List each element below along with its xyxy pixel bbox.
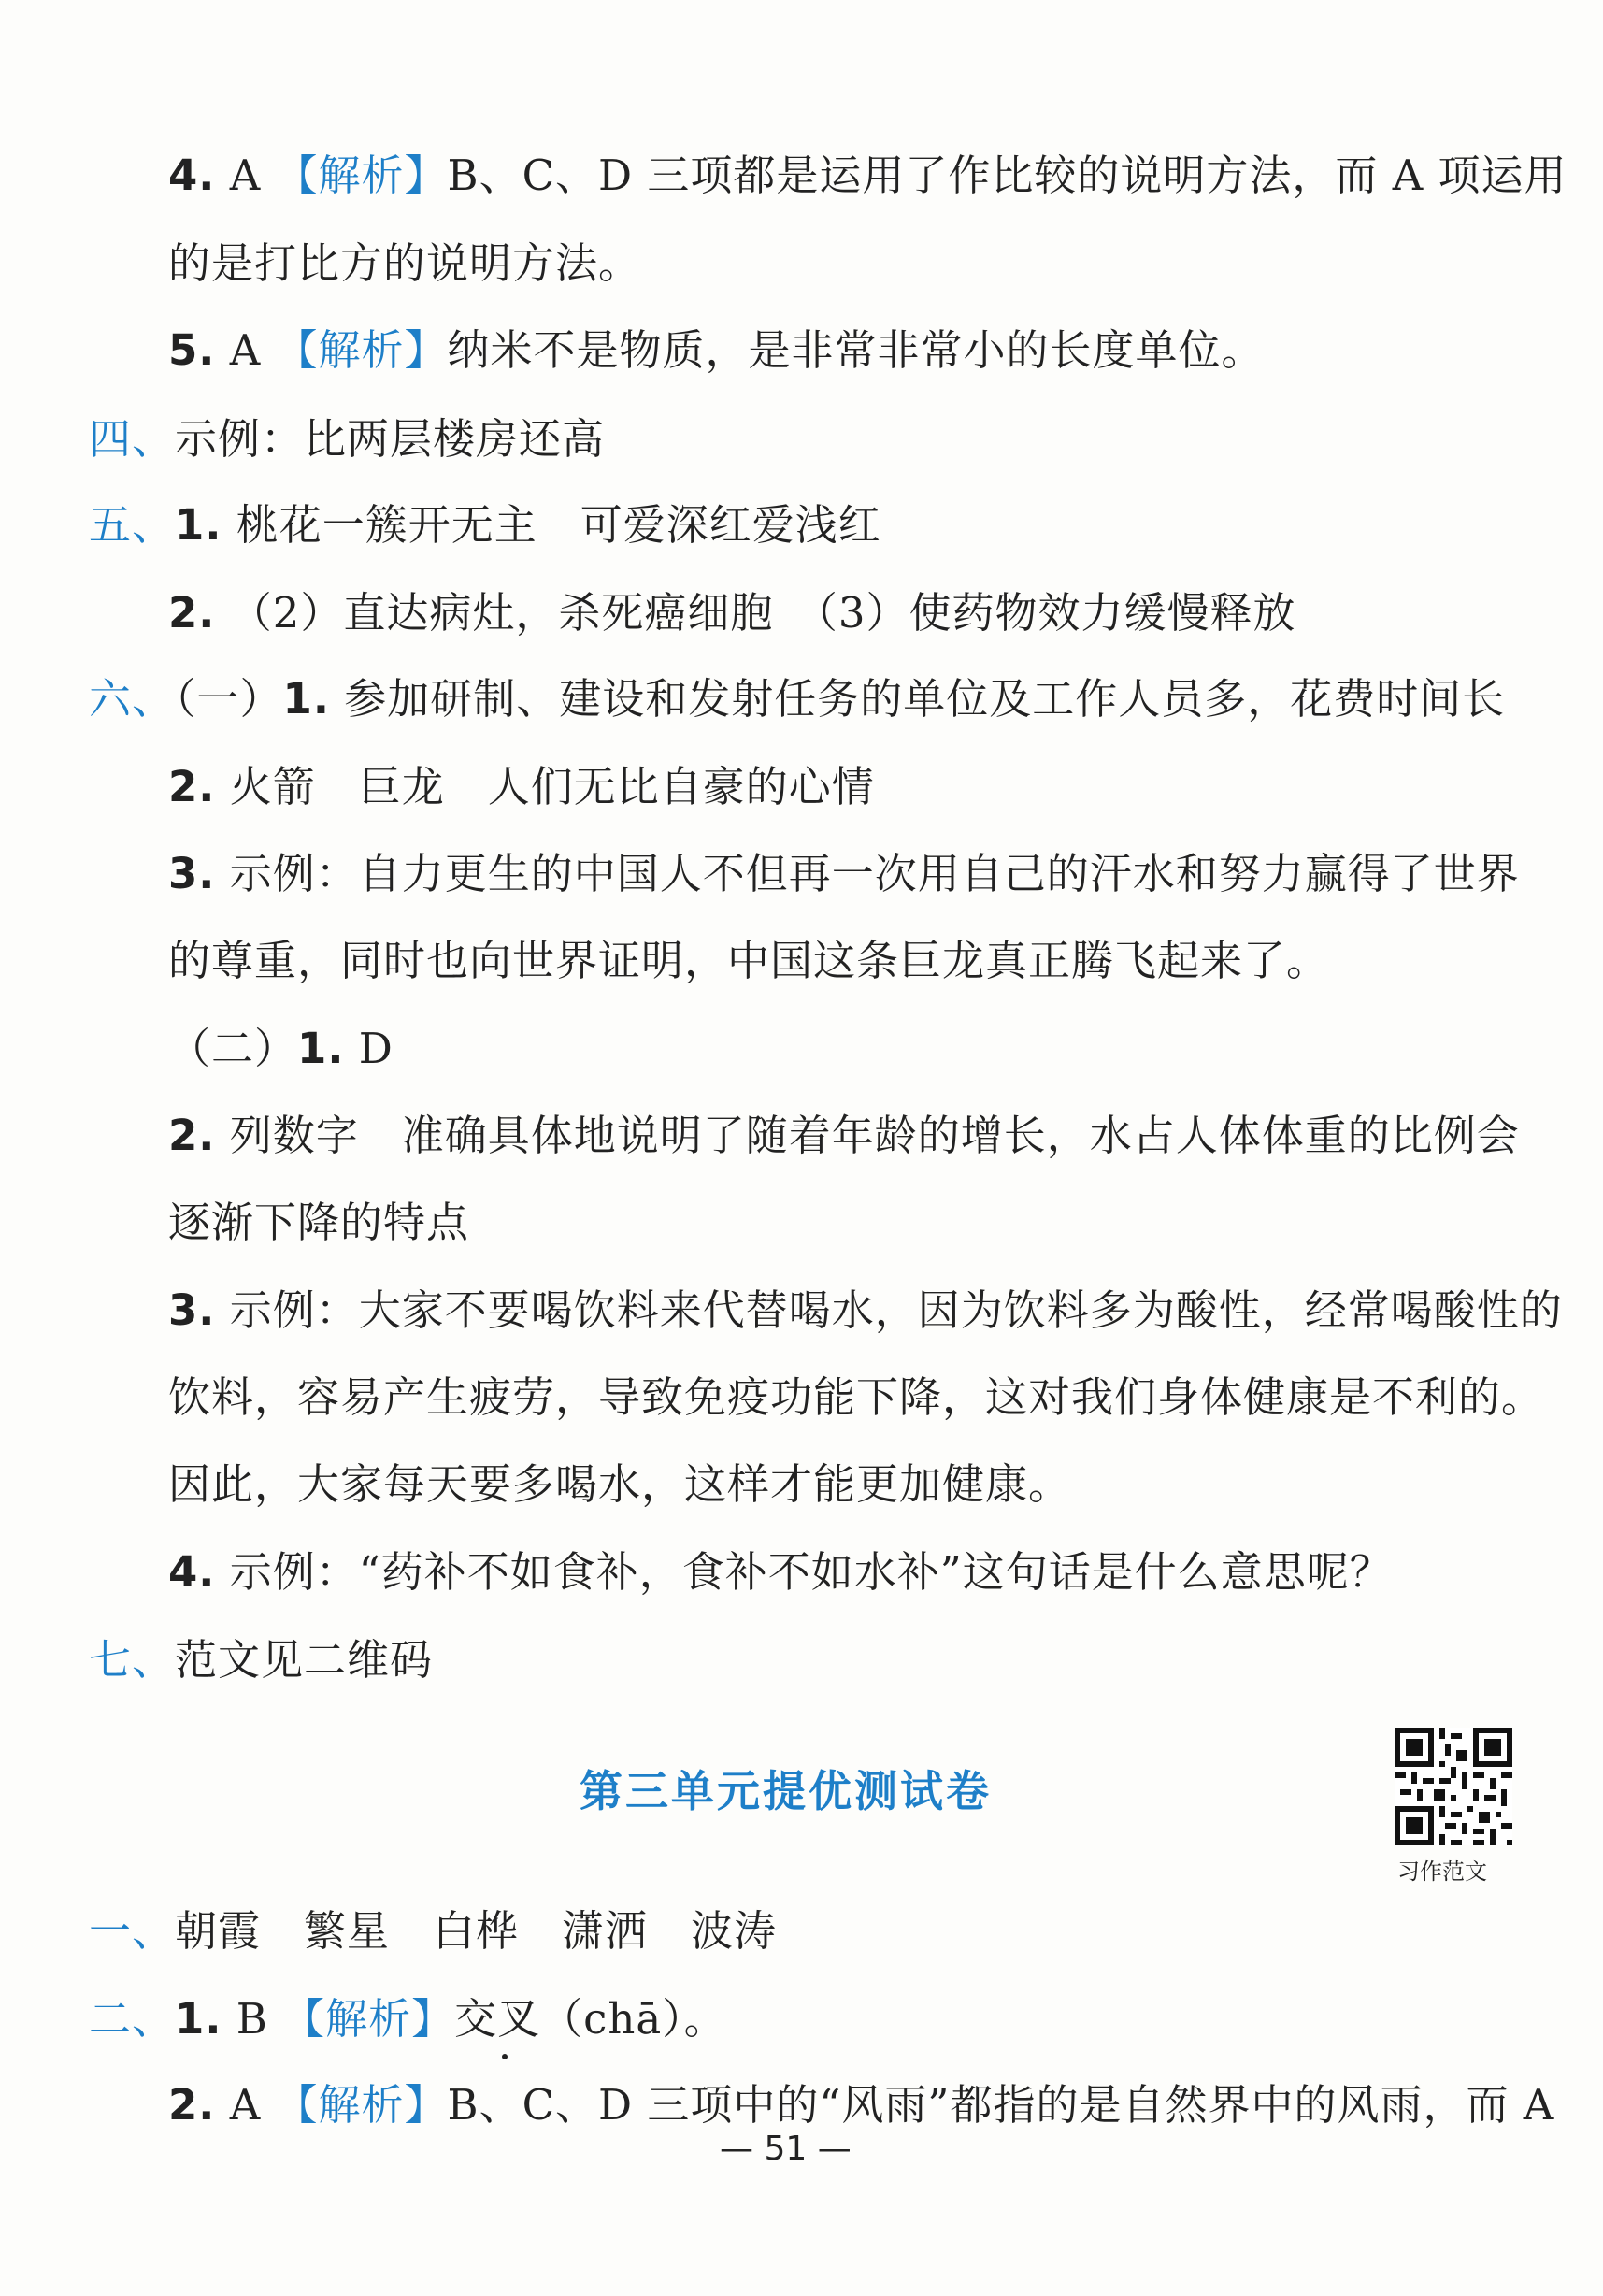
answer-line: 2. （2）直达病灶，杀死癌细胞 （3）使药物效力缓慢释放: [168, 588, 1296, 638]
page-number: — 51 —: [720, 2130, 852, 2168]
answer-line: 一、朝霞 繁星 白桦 潇洒 波涛: [89, 1906, 778, 1956]
answer-line: 四、示例：比两层楼房还高: [89, 414, 606, 464]
answer-line: 因此，大家每天要多喝水，这样才能更加健康。: [168, 1459, 1072, 1509]
emphasis-dot: [502, 2054, 508, 2059]
qr-code-icon[interactable]: [1395, 1728, 1512, 1845]
answer-line: 二、1. B 【解析】交叉（chā）。: [89, 1994, 727, 2044]
answer-line: 七、范文见二维码: [89, 1635, 434, 1685]
qr-caption: 习作范文: [1397, 1858, 1487, 1885]
answer-line: （二）1. D: [168, 1024, 394, 1073]
answer-line: 4. 示例：“药补不如食补，食补不如水补”这句话是什么意思呢？: [168, 1547, 1393, 1597]
answer-line: 5. A 【解析】纳米不是物质，是非常非常小的长度单位。: [168, 325, 1265, 375]
answer-line: 逐渐下降的特点: [168, 1198, 470, 1247]
answer-line: 六、（一）1. 参加研制、建设和发射任务的单位及工作人员多，花费时间长: [89, 674, 1506, 724]
answer-line: 饮料，容易产生疲劳，导致免疫功能下降，这对我们身体健康是不利的。: [168, 1372, 1545, 1422]
answer-line: 2. 火箭 巨龙 人们无比自豪的心情: [168, 762, 875, 811]
answer-line: 3. 示例：大家不要喝饮料来代替喝水，因为饮料多为酸性，经常喝酸性的: [168, 1285, 1563, 1335]
answer-line: 2. 列数字 准确具体地说明了随着年龄的增长，水占人体体重的比例会: [168, 1111, 1520, 1160]
answer-line: 五、1. 桃花一簇开无主 可爱深红爱浅红: [89, 500, 881, 550]
answer-line: 的尊重，同时也向世界证明，中国这条巨龙真正腾飞起来了。: [168, 936, 1330, 985]
answer-line: 4. A 【解析】B、C、D 三项都是运用了作比较的说明方法，而 A 项运用: [168, 151, 1567, 200]
section-title: 第三单元提优测试卷: [580, 1766, 992, 1816]
answer-line: 2. A 【解析】B、C、D 三项中的“风雨”都指的是自然界中的风雨，而 A: [168, 2080, 1555, 2130]
answer-line: 3. 示例：自力更生的中国人不但再一次用自己的汗水和努力赢得了世界: [168, 849, 1520, 898]
answer-line: 的是打比方的说明方法。: [168, 238, 642, 288]
